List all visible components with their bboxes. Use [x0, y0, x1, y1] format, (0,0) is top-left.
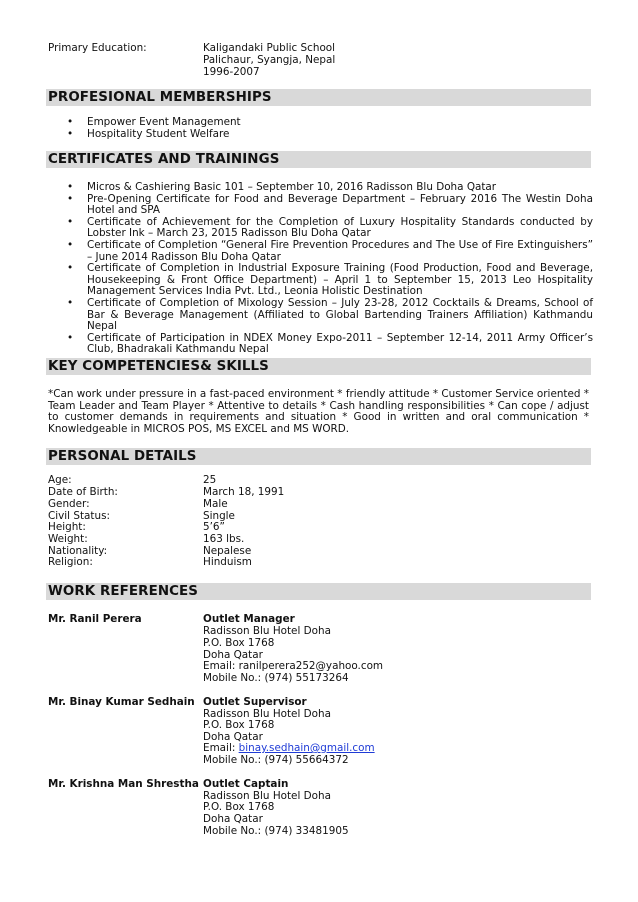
primary-education-address: Palichaur, Syangja, Nepal [203, 54, 336, 66]
memberships-heading: PROFESIONAL MEMBERSHIPS [46, 89, 591, 106]
reference-pobox: P.O. Box 1768 [203, 801, 275, 813]
civil-status-label: Civil Status: [48, 510, 110, 522]
religion-value: Hinduism [203, 556, 252, 568]
competencies-text: *Can work under pressure in a fast-paced environment * friendly attitude * Customer Service oriented * Team Leader and Team Player * Attentive to details * Cash handling responsibilities * Can cope / adjust to customer demands in requirements and situation * Good in written and oral communication * Knowledgeable in MICROS POS, MS EXCEL and MS WORD. [48, 388, 589, 435]
reference-email-line [203, 743, 375, 755]
work-references-heading: WORK REFERENCES [46, 583, 591, 600]
gender-label: Gender: [48, 498, 90, 510]
list-item: • Certificate of Completion of Mixology Session – July 23-28, 2012 Cocktails & Dreams, School of Bar & Beverage Management (Affiliated to Global Bartending Trainers Affiliation) Kathmandu Nepal [48, 298, 593, 333]
gender-value: Male [203, 498, 228, 510]
list-item: • Micros & Cashiering Basic 101 – September 10, 2016 Radisson Blu Doha Qatar [48, 182, 593, 194]
reference-mobile: Mobile No.: (974) 55664372 [203, 754, 349, 766]
civil-status-value: Single [203, 510, 235, 522]
reference-company: Radisson Blu Hotel Doha [203, 708, 331, 720]
email-label: Email: [203, 742, 239, 754]
nationality-label: Nationality: [48, 545, 108, 557]
reference-title: Outlet Captain [203, 778, 289, 790]
memberships-list [48, 117, 593, 140]
reference-mobile: Mobile No.: (974) 33481905 [203, 825, 349, 837]
list-item: • Pre-Opening Certificate for Food and Beverage Department – February 2016 The Westin Doha Hotel and SPA [48, 194, 593, 217]
reference-city: Doha Qatar [203, 813, 263, 825]
primary-education-label: Primary Education: [48, 42, 147, 54]
competencies-heading: KEY COMPETENCIES& SKILLS [46, 358, 591, 375]
weight-value: 163 lbs. [203, 533, 245, 545]
age-label: Age: [48, 474, 72, 486]
reference-city: Doha Qatar [203, 731, 263, 743]
reference-name: Mr. Binay Kumar Sedhain [48, 696, 195, 708]
list-item: • Hospitality Student Welfare [48, 129, 593, 141]
list-item: • Certificate of Participation in NDEX Money Expo-2011 – September 12-14, 2011 Army Officer’s Club, Bhadrakali Kathmandu Nepal [48, 333, 593, 356]
reference-title: Outlet Supervisor [203, 696, 307, 708]
reference-email-line [203, 661, 383, 673]
reference-pobox: P.O. Box 1768 [203, 637, 275, 649]
email-label: Email: [203, 660, 239, 672]
dob-label: Date of Birth: [48, 486, 118, 498]
reference-name: Mr. Krishna Man Shrestha [48, 778, 199, 790]
nationality-value: Nepalese [203, 545, 252, 557]
reference-email: ranilperera252@yahoo.com [238, 660, 384, 672]
height-label: Height: [48, 521, 86, 533]
list-item: • Certificate of Completion in Industrial Exposure Training (Food Production, Food and Beverage, Housekeeping & Front Office Department) – April 1 to September 15, 2013 Leo Hospitality Management Services India Pvt. Ltd., Leonia Holistic Destination [48, 263, 593, 298]
primary-education-school: Kaligandaki Public School [203, 42, 336, 54]
certificates-heading: CERTIFICATES AND TRAININGS [46, 151, 591, 168]
primary-education-years: 1996-2007 [203, 66, 260, 78]
list-item: • Certificate of Completion “General Fire Prevention Procedures and The Use of Fire Extinguishers” – June 2014 Radisson Blu Doha Qatar [48, 240, 593, 263]
religion-label: Religion: [48, 556, 93, 568]
dob-value: March 18, 1991 [203, 486, 285, 498]
reference-title: Outlet Manager [203, 613, 295, 625]
weight-label: Weight: [48, 533, 88, 545]
certificates-list [48, 182, 593, 356]
email-link[interactable]: binay.sedhain@gmail.com [238, 742, 375, 754]
reference-name: Mr. Ranil Perera [48, 613, 142, 625]
reference-mobile: Mobile No.: (974) 55173264 [203, 672, 349, 684]
personal-details-heading: PERSONAL DETAILS [46, 448, 591, 465]
reference-city: Doha Qatar [203, 649, 263, 661]
list-item: • Certificate of Achievement for the Completion of Luxury Hospitality Standards conducted by Lobster Ink – March 23, 2015 Radisson Blu Doha Qatar [48, 217, 593, 240]
reference-pobox: P.O. Box 1768 [203, 719, 275, 731]
reference-company: Radisson Blu Hotel Doha [203, 790, 331, 802]
age-value: 25 [203, 474, 217, 486]
height-value: 5’6” [203, 521, 225, 533]
reference-company: Radisson Blu Hotel Doha [203, 625, 331, 637]
list-item: • Empower Event Management [48, 117, 593, 129]
